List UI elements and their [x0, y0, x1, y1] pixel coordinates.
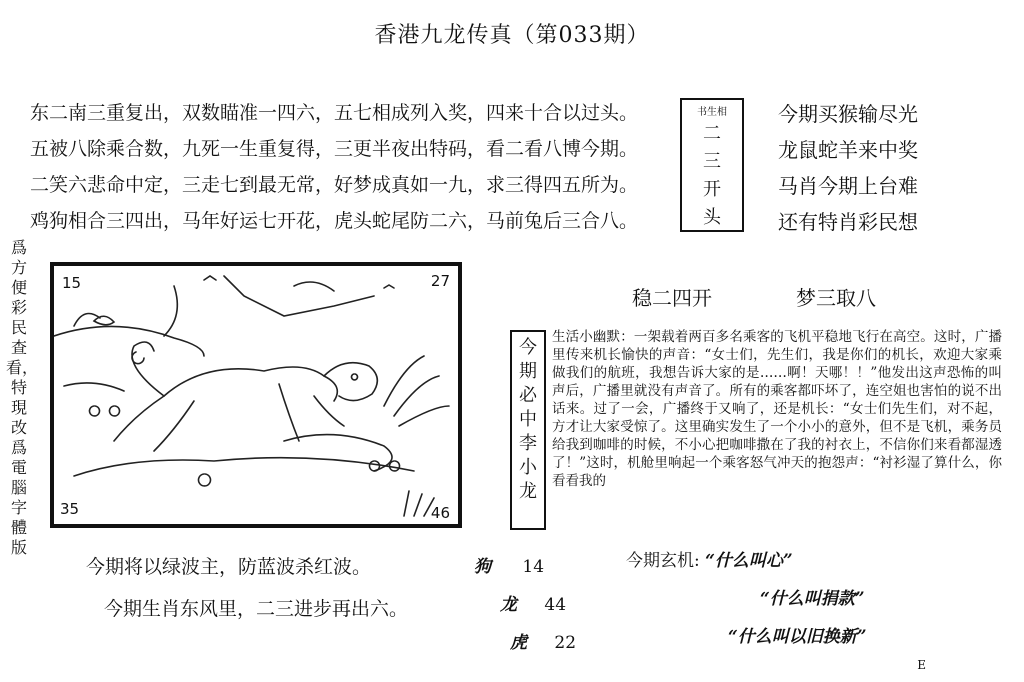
pic-number-bottom-right: 46 [430, 504, 450, 522]
mystery-phrase-1: “什么叫心” [705, 551, 793, 571]
tag-number: 22 [554, 633, 577, 653]
mystery-label: 今期玄机: [626, 551, 700, 571]
right-line-2: 龙鼠蛇羊来中奖 [778, 138, 918, 162]
poem-line-1: 东二南三重复出，双数瞄准一四六，五七相成列入奖，四来十合以过头。 [30, 102, 639, 124]
poem-line-4: 鸡狗相合三四出，马年好运七开花，虎头蛇尾防二六，马前兔后三合八。 [30, 210, 639, 232]
subtitle-right: 梦三取八 [796, 286, 876, 310]
tag-dragon [500, 590, 566, 615]
poem-line-3: 二笑六悲命中定，三走七到最无常，好梦成真如一九，求三得四五所为。 [30, 174, 639, 196]
tag-animal: 虎 [510, 633, 527, 653]
mystery-phrase-3: “什么叫以旧换新” [728, 627, 867, 647]
mystery-phrase-2: “什么叫捐款” [760, 589, 865, 609]
poem-line-2: 五被八除乘合数，九死一生重复得，三更半夜出特码，看二看八博今期。 [30, 138, 639, 160]
tag-animal: 龙 [500, 595, 517, 615]
joke-label: 今期必中李小龙 [510, 330, 546, 530]
pic-number-bottom-left: 35 [60, 500, 80, 518]
tag-tiger [510, 628, 576, 653]
vertical-notice: 爲方便彩民查看，特現改爲電腦字體版 [6, 238, 39, 557]
side-box-label: 书生相 [697, 107, 727, 118]
right-line-4: 还有特肖彩民想 [778, 210, 918, 234]
tag-number: 14 [522, 557, 545, 577]
bottom-line-1: 今期将以绿波主，防蓝波杀红波。 [86, 556, 372, 578]
illustration-frame [50, 262, 462, 528]
right-line-1: 今期买猴输尽光 [778, 102, 918, 126]
subtitle-left: 稳二四开 [632, 286, 712, 310]
tag-number: 44 [544, 595, 567, 615]
page-title: 香港九龙传真（第033期） [374, 23, 650, 48]
bottom-line-2: 今期生肖东风里，二三进步再出六。 [104, 598, 409, 620]
side-box [680, 98, 744, 232]
tiger-illustration [54, 266, 458, 524]
tag-animal: 狗 [474, 557, 491, 577]
pic-number-top-left: 15 [62, 274, 82, 292]
side-box-text: 二三开头 [703, 123, 721, 228]
corner-mark: E [917, 658, 926, 672]
pic-number-top-right: 27 [430, 272, 450, 290]
joke-text: 生活小幽默：一架载着两百多名乘客的飞机平稳地飞行在高空。这时，广播里传来机长愉快的声音：“女士们，先生们，我是你们的机长，欢迎大家乘做我们的航班，我想告诉大家的是……啊！天哪！！”他发出这声恐怖的叫声后，广播里就没有声音了。所有的乘客都吓坏了，连空姐也害怕的说不出话来。过了一会，广播终于又响了，还是机长：“女士们先生们，对不起，方才让大家受惊了。这里确实发生了一个小小的意外，但不是飞机，乘务员给我到咖啡的时候，不小心把咖啡撒在了我的衬衣上，不信你们来看都湿透了！”这时，机舱里响起一个乘客怒气冲天的抱怨声：“衬衫湿了算什么，你看看我的 [552, 329, 1002, 489]
tag-dog [474, 552, 544, 577]
right-line-3: 马肖今期上台难 [778, 174, 918, 198]
mystery-row [626, 546, 793, 571]
